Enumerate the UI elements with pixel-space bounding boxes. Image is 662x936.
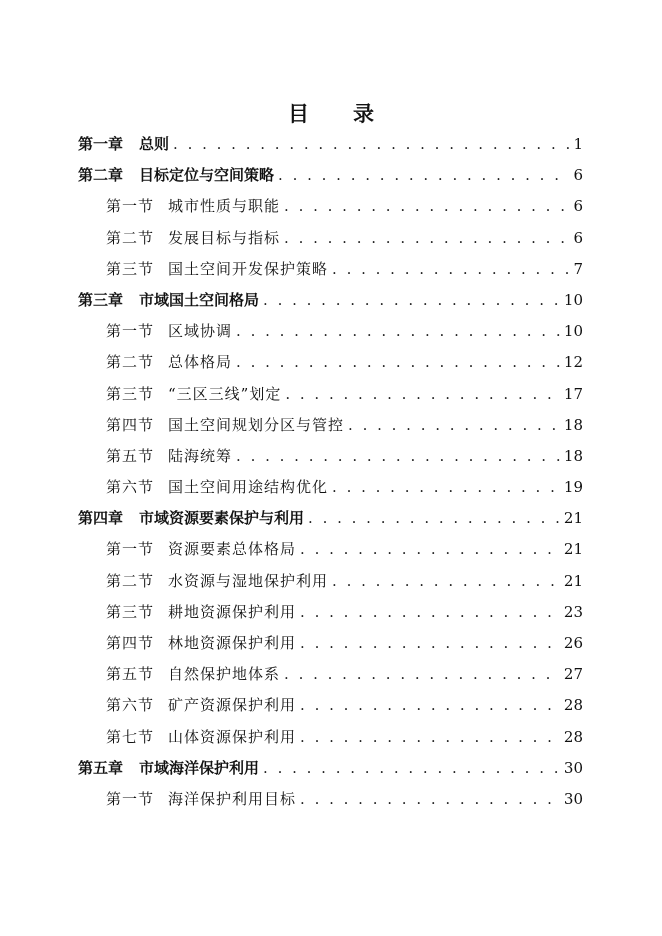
toc-page-number: 26 bbox=[563, 634, 583, 652]
toc-chapter-entry[interactable] bbox=[78, 160, 583, 191]
toc-section-entry[interactable] bbox=[78, 566, 583, 597]
toc-page-number: 1 bbox=[573, 135, 583, 153]
toc-entry-title: “三区三线”划定 bbox=[168, 384, 282, 403]
toc-dot-leader bbox=[332, 254, 569, 285]
toc-dot-leader bbox=[284, 659, 560, 690]
toc-entry-number: 第一节 bbox=[106, 322, 155, 341]
toc-entry-number: 第四节 bbox=[106, 634, 155, 652]
toc-entry-title: 陆海统筹 bbox=[168, 446, 233, 465]
toc-entry-number: 第五节 bbox=[106, 665, 155, 684]
toc-entry-title: 市域海洋保护利用 bbox=[139, 758, 260, 777]
toc-dot-leader bbox=[332, 566, 560, 597]
toc-section-entry[interactable] bbox=[78, 441, 583, 472]
toc-section-entry[interactable] bbox=[78, 597, 583, 628]
toc-entry-number: 第一节 bbox=[106, 540, 155, 559]
toc-entry-title: 国土空间用途结构优化 bbox=[168, 478, 329, 497]
toc-page-number: 21 bbox=[563, 571, 583, 590]
toc-page-number: 21 bbox=[563, 509, 583, 528]
toc-entry-number: 第六节 bbox=[106, 478, 155, 497]
page-title bbox=[0, 98, 662, 128]
toc-page-number: 6 bbox=[573, 197, 583, 216]
toc-page-number: 12 bbox=[563, 353, 583, 372]
toc-section-entry[interactable] bbox=[78, 316, 583, 347]
toc-dot-leader bbox=[308, 503, 560, 534]
toc-dot-leader bbox=[236, 347, 560, 378]
toc-dot-leader bbox=[263, 753, 560, 784]
toc-entry-title: 国土空间规划分区与管控 bbox=[168, 415, 345, 434]
toc-page-number: 17 bbox=[563, 384, 583, 403]
page-title-part1: 目 bbox=[288, 101, 309, 126]
toc-section-entry[interactable] bbox=[78, 191, 583, 222]
toc-page-number: 19 bbox=[563, 478, 583, 497]
toc-page-number: 28 bbox=[563, 727, 583, 746]
toc-entry-title: 矿产资源保护利用 bbox=[168, 696, 297, 715]
toc-section-entry[interactable] bbox=[78, 534, 583, 565]
toc-entry-title: 耕地资源保护利用 bbox=[168, 602, 297, 621]
toc-dot-leader bbox=[236, 316, 560, 347]
toc-page-number: 6 bbox=[573, 228, 583, 247]
toc-section-entry[interactable] bbox=[78, 659, 583, 690]
toc-entry-title: 发展目标与指标 bbox=[168, 228, 281, 247]
toc-page-number: 18 bbox=[563, 446, 583, 465]
toc-entry-title: 城市性质与职能 bbox=[168, 197, 281, 216]
toc-page-number: 21 bbox=[563, 540, 583, 559]
toc-entry-title: 市域国土空间格局 bbox=[139, 290, 260, 309]
toc-entry-number: 第一节 bbox=[106, 197, 155, 216]
toc-entry-number: 第四章 bbox=[78, 509, 124, 528]
toc-section-entry[interactable] bbox=[78, 254, 583, 285]
toc-dot-leader bbox=[332, 472, 560, 503]
toc-section-entry[interactable] bbox=[78, 784, 583, 815]
toc-dot-leader bbox=[300, 690, 560, 721]
toc-dot-leader bbox=[263, 285, 560, 316]
toc-dot-leader bbox=[300, 628, 560, 659]
toc-chapter-entry[interactable] bbox=[78, 753, 583, 784]
toc-entry-title: 海洋保护利用目标 bbox=[168, 789, 297, 808]
toc-dot-leader bbox=[348, 410, 560, 441]
page-title-part2: 录 bbox=[353, 101, 374, 126]
toc-entry-number: 第二章 bbox=[78, 166, 124, 185]
toc-page-number: 23 bbox=[563, 602, 583, 621]
toc-page-number: 18 bbox=[563, 415, 583, 434]
toc-entry-title: 总则 bbox=[139, 135, 170, 153]
toc-entry-title: 总体格局 bbox=[168, 353, 233, 372]
toc-entry-number: 第一节 bbox=[106, 789, 155, 808]
toc-section-entry[interactable] bbox=[78, 722, 583, 753]
toc-dot-leader bbox=[278, 160, 569, 191]
toc-section-entry[interactable] bbox=[78, 472, 583, 503]
toc-entry-number: 第三节 bbox=[106, 384, 155, 403]
toc-entry-number: 第一章 bbox=[78, 135, 124, 153]
toc-dot-leader bbox=[300, 784, 560, 815]
toc-section-entry[interactable] bbox=[78, 223, 583, 254]
toc-entry-title: 林地资源保护利用 bbox=[168, 634, 297, 652]
toc-section-entry[interactable] bbox=[78, 628, 583, 659]
toc-entry-number: 第五章 bbox=[78, 758, 124, 777]
toc-chapter-entry[interactable] bbox=[78, 285, 583, 316]
toc-entry-number: 第三章 bbox=[78, 290, 124, 309]
toc-entry-title: 资源要素总体格局 bbox=[168, 540, 297, 559]
toc-chapter-entry[interactable] bbox=[78, 129, 583, 160]
table-of-contents bbox=[78, 129, 583, 815]
toc-page-number: 28 bbox=[563, 696, 583, 715]
toc-dot-leader bbox=[173, 129, 569, 160]
toc-dot-leader bbox=[285, 379, 560, 410]
toc-section-entry[interactable] bbox=[78, 410, 583, 441]
toc-dot-leader bbox=[300, 597, 560, 628]
toc-entry-title: 水资源与湿地保护利用 bbox=[168, 571, 329, 590]
toc-section-entry[interactable] bbox=[78, 690, 583, 721]
toc-entry-title: 山体资源保护利用 bbox=[168, 727, 297, 746]
toc-entry-title: 国土空间开发保护策略 bbox=[168, 259, 329, 278]
toc-entry-number: 第七节 bbox=[106, 727, 155, 746]
toc-entry-number: 第三节 bbox=[106, 602, 155, 621]
toc-page-number: 10 bbox=[563, 322, 583, 341]
toc-dot-leader bbox=[300, 722, 560, 753]
toc-page-number: 6 bbox=[573, 166, 583, 185]
toc-dot-leader bbox=[284, 223, 569, 254]
toc-dot-leader bbox=[300, 534, 560, 565]
toc-entry-number: 第二节 bbox=[106, 228, 155, 247]
toc-page-number: 7 bbox=[573, 259, 583, 278]
toc-page-number: 30 bbox=[563, 789, 583, 808]
toc-entry-number: 第二节 bbox=[106, 353, 155, 372]
toc-dot-leader bbox=[236, 441, 560, 472]
toc-entry-number: 第四节 bbox=[106, 415, 155, 434]
toc-page-number: 30 bbox=[563, 758, 583, 777]
toc-entry-number: 第三节 bbox=[106, 259, 155, 278]
toc-section-entry[interactable] bbox=[78, 347, 583, 378]
toc-page-number: 27 bbox=[563, 665, 583, 684]
toc-section-entry[interactable] bbox=[78, 379, 583, 410]
toc-entry-number: 第六节 bbox=[106, 696, 155, 715]
toc-entry-title: 目标定位与空间策略 bbox=[139, 166, 275, 185]
toc-entry-title: 自然保护地体系 bbox=[168, 665, 281, 684]
toc-entry-number: 第二节 bbox=[106, 571, 155, 590]
toc-entry-title: 市域资源要素保护与利用 bbox=[139, 509, 305, 528]
toc-dot-leader bbox=[284, 191, 569, 222]
toc-entry-title: 区域协调 bbox=[168, 322, 233, 341]
toc-chapter-entry[interactable] bbox=[78, 503, 583, 534]
toc-entry-number: 第五节 bbox=[106, 446, 155, 465]
toc-page-number: 10 bbox=[563, 290, 583, 309]
